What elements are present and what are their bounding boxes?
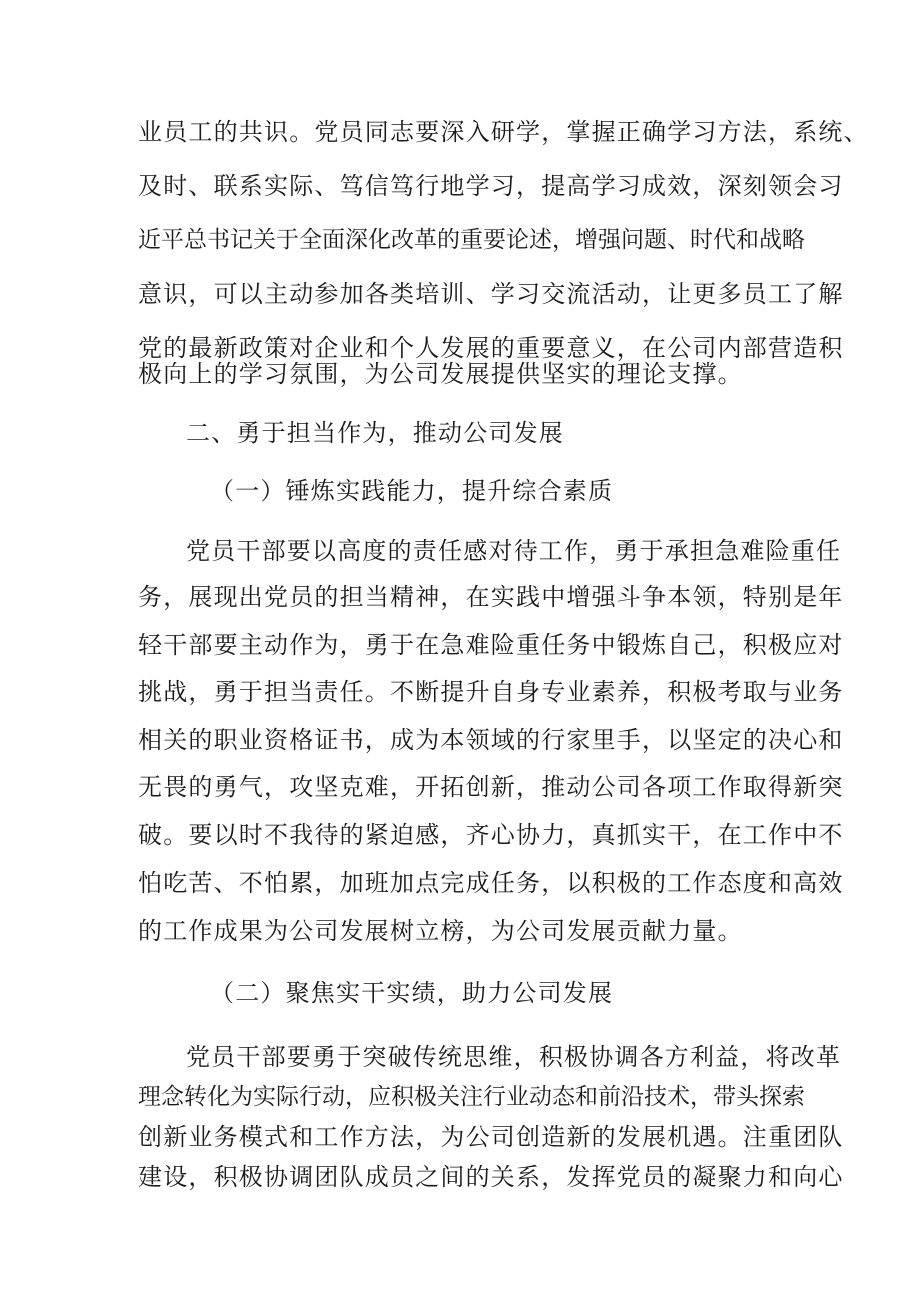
subsection-heading: （二）聚焦实干实绩，助力公司发展 [210,979,614,1007]
paragraph-line: 及时、联系实际、笃信笃行地学习，提高学习成效，深刻领会习 [138,172,844,200]
paragraph-line: 意识，可以主动参加各类培训、学习交流活动，让更多员工了解 [138,280,844,308]
subsection-heading: （一）锤炼实践能力，提升综合素质 [210,477,614,505]
paragraph-line: 无畏的勇气，攻坚克难，开拓创新，推动公司各项工作取得新突 [138,773,844,801]
paragraph-line: 相关的职业资格证书，成为本领域的行家里手，以坚定的决心和 [138,726,844,754]
paragraph-line: 近平总书记关于全面深化改革的重要论述，增强问题、时代和战略 [138,227,805,253]
paragraph-line: 业员工的共识。党员同志要深入研学，掌握正确学习方法，系统、 [138,118,869,146]
paragraph-line: 轻干部要主动作为，勇于在急难险重任务中锻炼自己，积极应对 [138,631,844,659]
paragraph-line: 的工作成果为公司发展树立榜，为公司发展贡献力量。 [138,917,743,945]
paragraph-line: 党员干部要勇于突破传统思维，积极协调各方利益，将改革 [186,1043,842,1071]
paragraph-line: 破。要以时不我待的紧迫感，齐心协力，真抓实干，在工作中不 [138,821,844,849]
paragraph-line: 挑战，勇于担当责任。不断提升自身专业素养，积极考取与业务 [138,678,844,706]
paragraph-line: 理念转化为实际行动，应积极关注行业动态和前沿技术，带头探索 [138,1084,805,1110]
paragraph-line: 务，展现出党员的担当精神，在实践中增强斗争本领，特别是年 [138,583,844,611]
section-heading: 二、勇于担当作为，推动公司发展 [186,419,564,447]
paragraph-line: 党员干部要以高度的责任感对待工作，勇于承担急难险重任 [186,537,842,565]
paragraph-line: 建设，积极协调团队成员之间的关系，发挥党员的凝聚力和向心 [138,1163,844,1191]
paragraph-line: 创新业务模式和工作方法，为公司创造新的发展机遇。注重团队 [138,1123,844,1151]
paragraph-line: 怕吃苦、不怕累，加班加点完成任务，以积极的工作态度和高效 [138,869,844,897]
paragraph-line: 极向上的学习氛围，为公司发展提供坚实的理论支撑。 [138,360,743,388]
paragraph-line: 党的最新政策对企业和个人发展的重要意义，在公司内部营造积 [138,334,844,362]
